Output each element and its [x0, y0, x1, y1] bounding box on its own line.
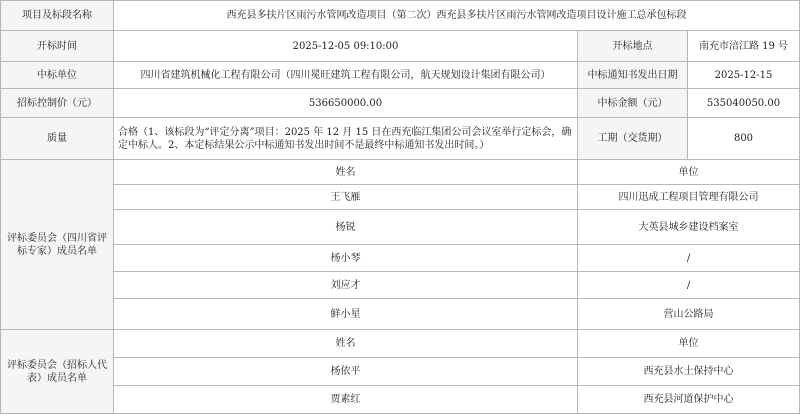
table-row — [1, 210, 800, 245]
member-unit: 西充县水土保持中心 — [578, 358, 800, 386]
winner-row — [1, 62, 800, 89]
open-time-label: 开标时间 — [1, 31, 114, 62]
tenderer-header-row — [1, 330, 800, 358]
experts-committee-label: 评标委员会（四川省评标专家）成员名单 — [1, 160, 114, 330]
bid-amount-value: 535040050.00 — [688, 89, 800, 118]
table-row — [1, 245, 800, 272]
notice-date-value: 2025-12-15 — [688, 62, 800, 89]
member-unit: 西充县河道保护中心 — [578, 386, 800, 414]
member-unit: 大英县城乡建设档案室 — [578, 210, 800, 245]
open-time-value: 2025-12-05 09:10:00 — [114, 31, 578, 62]
member-name: 杨小琴 — [114, 245, 578, 272]
open-place-value: 南充市涪江路 19 号 — [688, 31, 800, 62]
member-name: 鲜小星 — [114, 299, 578, 330]
member-name: 王飞雁 — [114, 185, 578, 210]
member-name: 杨锐 — [114, 210, 578, 245]
member-unit: 营山公路局 — [578, 299, 800, 330]
open-row — [1, 31, 800, 62]
member-name: 贾素红 — [114, 386, 578, 414]
project-value: 西充县多扶片区雨污水管网改造项目（第二次）西充县多扶片区雨污水管网改造项目设计施工总承包标段 — [114, 1, 800, 31]
tenderer-name-header: 姓名 — [114, 330, 578, 358]
member-name: 杨依平 — [114, 358, 578, 386]
member-unit: 四川迅成工程项目管理有限公司 — [578, 185, 800, 210]
table-row — [1, 386, 800, 414]
project-label: 项目及标段名称 — [1, 1, 114, 31]
member-unit: / — [578, 272, 800, 299]
price-row — [1, 89, 800, 118]
experts-header-row — [1, 160, 800, 185]
quality-row — [1, 118, 800, 160]
tenderer-unit-header: 单位 — [578, 330, 800, 358]
tenderer-committee-label: 评标委员会（招标人代表）成员名单 — [1, 330, 114, 414]
notice-date-label: 中标通知书发出日期 — [578, 62, 688, 89]
member-unit: / — [578, 245, 800, 272]
table-row — [1, 185, 800, 210]
table-row — [1, 299, 800, 330]
table-row — [1, 358, 800, 386]
table-row — [1, 272, 800, 299]
member-name: 刘应才 — [114, 272, 578, 299]
bid-amount-label: 中标金额（元） — [578, 89, 688, 118]
winner-label: 中标单位 — [1, 62, 114, 89]
experts-unit-header: 单位 — [578, 160, 800, 185]
control-price-value: 536650000.00 — [114, 89, 578, 118]
experts-name-header: 姓名 — [114, 160, 578, 185]
duration-value: 800 — [688, 118, 800, 160]
open-place-label: 开标地点 — [578, 31, 688, 62]
quality-label: 质量 — [1, 118, 114, 160]
control-price-label: 招标控制价（元） — [1, 89, 114, 118]
duration-label: 工期（交货期） — [578, 118, 688, 160]
quality-value: 合格（1、该标段为“评定分离”项目：2025 年 12 月 15 日在西充临江集团公司会议室举行定标会，确定中标人。2、本定标结果公示中标通知书发出时间不是最终中标通知书发出时间。） — [114, 118, 578, 160]
winner-value: 四川省建筑机械化工程有限公司（四川冕旺建筑工程有限公司，航天规划设计集团有限公司） — [114, 62, 578, 89]
project-row — [1, 1, 800, 31]
